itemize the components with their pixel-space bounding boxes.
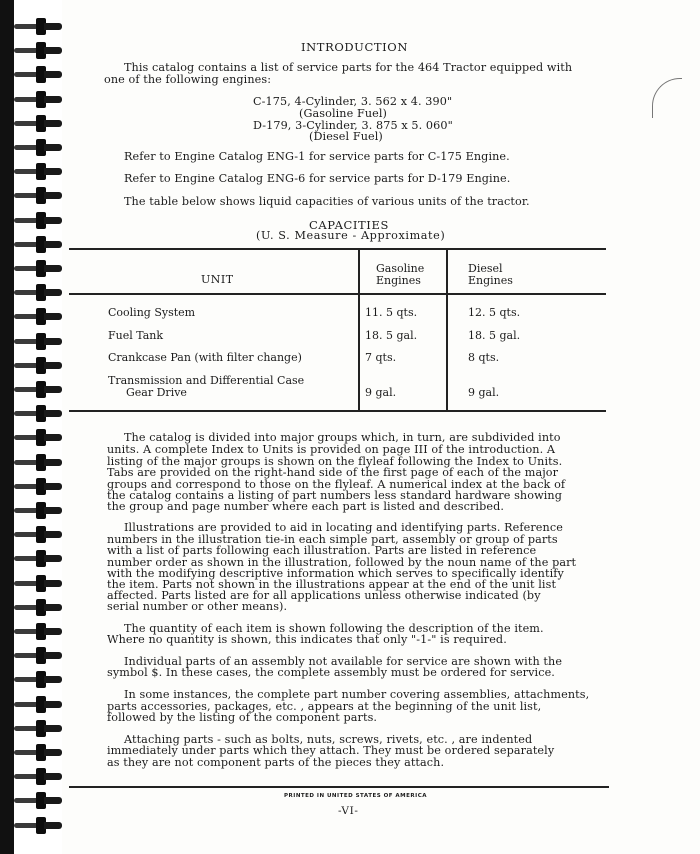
paragraph-line: The catalog is divided into major groups which, in turn, are subdivided into bbox=[124, 431, 561, 444]
paragraph-line: Illustrations are provided to aid in locating and identifying parts. Reference bbox=[124, 521, 563, 534]
paragraph-line: immediately under parts which they attach. They must be ordered separately bbox=[107, 744, 555, 757]
binding-ring bbox=[14, 792, 62, 809]
paragraph-line: serial number or other means). bbox=[107, 600, 288, 613]
table-header-rule bbox=[69, 293, 606, 295]
binding-ring bbox=[14, 502, 62, 519]
spiral-binding bbox=[0, 0, 62, 854]
page-title: INTRODUCTION bbox=[301, 40, 408, 54]
paragraph-line: the item. Parts not shown in the illustrations appear at the end of the unit list bbox=[107, 578, 557, 591]
reference-line: The table below shows liquid capacities of various units of the tractor. bbox=[124, 195, 530, 208]
paragraph-line: parts accessories, packages, etc. , appears at the beginning of the unit list, bbox=[107, 700, 542, 713]
binding-ring bbox=[14, 187, 62, 204]
binding-ring bbox=[14, 454, 62, 471]
binding-ring bbox=[14, 405, 62, 422]
paragraph-line: the catalog contains a listing of part numbers less standard hardware showing bbox=[107, 489, 562, 502]
reference-line: Refer to Engine Catalog ENG-6 for service parts for D-179 Engine. bbox=[124, 172, 511, 185]
binding-edge bbox=[0, 0, 14, 854]
binding-ring bbox=[14, 139, 62, 156]
engine-line: (Diesel Fuel) bbox=[309, 130, 383, 143]
intro-line: This catalog contains a list of service parts for the 464 Tractor equipped with bbox=[124, 61, 573, 74]
table-bottom-rule bbox=[69, 410, 606, 412]
paragraph-line: The quantity of each item is shown following the description of the item. bbox=[124, 622, 544, 635]
row-gasoline: 18. 5 gal. bbox=[365, 329, 418, 342]
header-gasoline: Gasoline bbox=[376, 262, 425, 275]
row-unit: Crankcase Pan (with filter change) bbox=[108, 351, 302, 364]
binding-ring bbox=[14, 284, 62, 301]
row-diesel: 8 qts. bbox=[468, 351, 500, 364]
binding-ring bbox=[14, 381, 62, 398]
row-diesel: 9 gal. bbox=[468, 386, 500, 399]
table-column-rule bbox=[446, 248, 448, 411]
binding-ring bbox=[14, 744, 62, 761]
binding-ring bbox=[14, 357, 62, 374]
row-unit: Cooling System bbox=[108, 306, 196, 319]
table-top-rule bbox=[69, 248, 606, 250]
engine-line: (Gasoline Fuel) bbox=[299, 107, 388, 120]
binding-ring bbox=[14, 260, 62, 277]
binding-ring bbox=[14, 575, 62, 592]
paragraph-line: with the modifying descriptive information which serves to specifically identify bbox=[107, 567, 564, 580]
binding-ring bbox=[14, 42, 62, 59]
header-diesel: Engines bbox=[468, 274, 513, 287]
binding-ring bbox=[14, 115, 62, 132]
binding-ring bbox=[14, 623, 62, 640]
binding-ring bbox=[14, 647, 62, 664]
intro-line: one of the following engines: bbox=[104, 73, 272, 86]
row-gasoline: 11. 5 qts. bbox=[365, 306, 418, 319]
binding-ring bbox=[14, 91, 62, 108]
paragraph-line: symbol $. In these cases, the complete assembly must be ordered for service. bbox=[107, 666, 555, 679]
paragraph-line: number order as shown in the illustration, followed by the noun name of the part bbox=[107, 556, 577, 569]
paragraph-line: groups and correspond to those on the flyleaf. A numerical index at the back of bbox=[107, 478, 566, 491]
paragraph-line: the group and page number where each part is listed and described. bbox=[107, 500, 505, 513]
binding-ring bbox=[14, 720, 62, 737]
binding-ring bbox=[14, 18, 62, 35]
row-unit: Transmission and Differential Case bbox=[108, 374, 305, 387]
binding-ring bbox=[14, 66, 62, 83]
row-diesel: 12. 5 qts. bbox=[468, 306, 521, 319]
binding-ring bbox=[14, 768, 62, 785]
binding-ring bbox=[14, 599, 62, 616]
footer-rule bbox=[69, 786, 609, 788]
row-gasoline: 7 qts. bbox=[365, 351, 397, 364]
paragraph-line: listing of the major groups is shown on the flyleaf following the Index to Units. bbox=[107, 455, 563, 468]
binding-ring bbox=[14, 478, 62, 495]
row-gasoline: 9 gal. bbox=[365, 386, 397, 399]
page-curl-mark bbox=[652, 78, 682, 118]
row-unit: Gear Drive bbox=[126, 386, 187, 399]
paragraph-line: Attaching parts - such as bolts, nuts, screws, rivets, etc. , are indented bbox=[124, 733, 533, 746]
header-gasoline: Engines bbox=[376, 274, 421, 287]
printed-notice: PRINTED IN UNITED STATES OF AMERICA bbox=[284, 793, 427, 799]
binding-ring bbox=[14, 212, 62, 229]
table-column-rule bbox=[358, 248, 360, 411]
paragraph-line: as they are not component parts of the pieces they attach. bbox=[107, 756, 445, 769]
binding-ring bbox=[14, 236, 62, 253]
binding-ring bbox=[14, 550, 62, 567]
binding-ring bbox=[14, 308, 62, 325]
paragraph-line: numbers in the illustration tie-in each simple part, assembly or group of parts bbox=[107, 533, 558, 546]
binding-ring bbox=[14, 429, 62, 446]
binding-ring bbox=[14, 163, 62, 180]
paragraph-line: Where no quantity is shown, this indicates that only "-1-" is required. bbox=[107, 633, 507, 646]
page-number: -VI- bbox=[338, 805, 359, 817]
paragraph-line: Individual parts of an assembly not available for service are shown with the bbox=[124, 655, 563, 668]
paragraph-line: affected. Parts listed are for all applications unless otherwise indicated (by bbox=[107, 589, 541, 602]
paragraph-line: followed by the listing of the component parts. bbox=[107, 711, 378, 724]
header-diesel: Diesel bbox=[468, 262, 503, 275]
paragraph-line: In some instances, the complete part number covering assemblies, attachments, bbox=[124, 688, 590, 701]
engine-line: C-175, 4-Cylinder, 3. 562 x 4. 390" bbox=[253, 95, 453, 108]
binding-ring bbox=[14, 526, 62, 543]
capacities-title: CAPACITIES bbox=[309, 218, 389, 232]
paragraph-line: units. A complete Index to Units is provided on page III of the introduction. A bbox=[107, 443, 556, 456]
binding-ring bbox=[14, 696, 62, 713]
binding-ring bbox=[14, 817, 62, 834]
reference-line: Refer to Engine Catalog ENG-1 for service parts for C-175 Engine. bbox=[124, 150, 510, 163]
paragraph-line: Tabs are provided on the right-hand side of the first page of each of the major bbox=[107, 466, 559, 479]
header-unit: UNIT bbox=[201, 273, 234, 286]
engine-line: D-179, 3-Cylinder, 3. 875 x 5. 060" bbox=[253, 119, 453, 132]
row-unit: Fuel Tank bbox=[108, 329, 164, 342]
binding-ring bbox=[14, 333, 62, 350]
capacities-subtitle: (U. S. Measure - Approximate) bbox=[256, 229, 446, 242]
paragraph-line: with a list of parts following each illustration. Parts are listed in reference bbox=[107, 544, 537, 557]
binding-ring bbox=[14, 671, 62, 688]
row-diesel: 18. 5 gal. bbox=[468, 329, 521, 342]
